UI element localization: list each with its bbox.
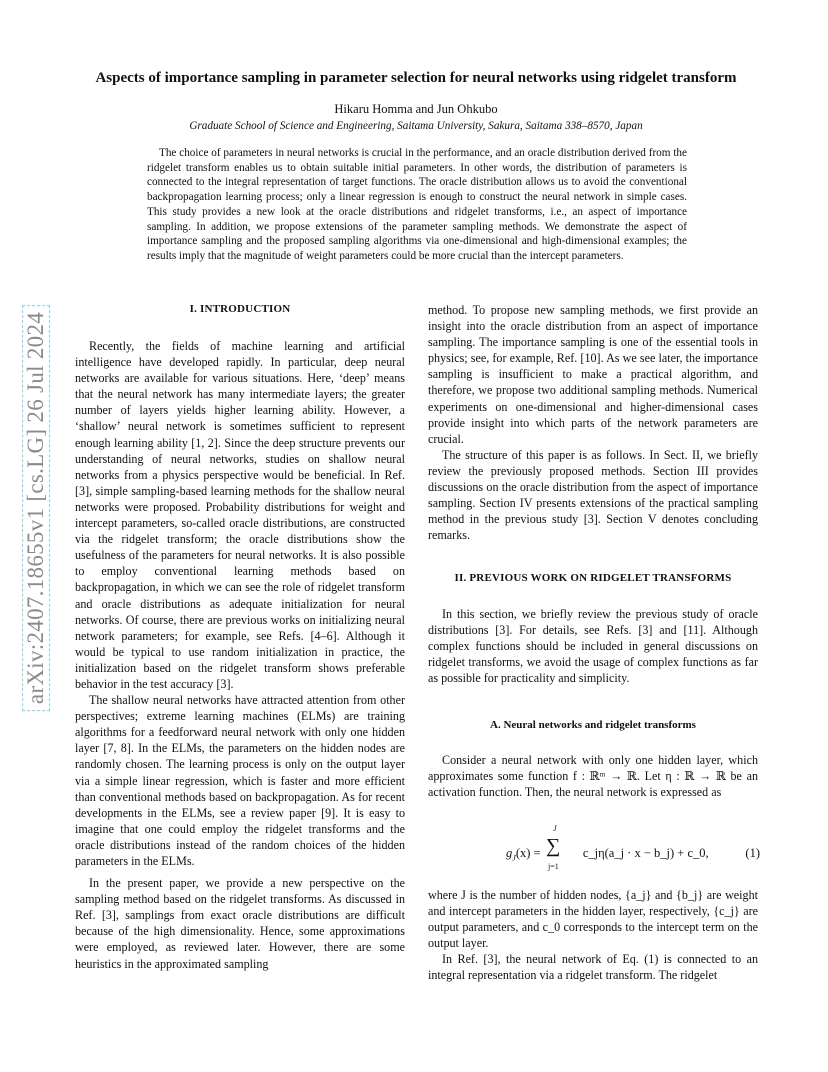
subsection-paragraph-3: In Ref. [3], the neural network of Eq. (1) is connected to an integral representation via a ridgelet transform. The ridgelet	[428, 952, 758, 983]
sum-lower-limit: j=1	[548, 862, 559, 871]
intro-paragraph-3: In the present paper, we provide a new perspective on the sampling method based on the ridgelet transforms. As discussed in Ref. [3], samplings from exact oracle distributions are difficult because of the high dimensionality. Hence, some approximations were employed, as reviewed later. However, there are some heuristics in the approximated sampling	[75, 876, 405, 971]
section2-intro	[428, 606, 758, 686]
subsection-paragraphs-wrap	[428, 887, 758, 984]
equation-1	[428, 824, 760, 874]
intro-column-right	[428, 302, 758, 543]
section-heading-previous-work: II. PREVIOUS WORK ON RIDGELET TRANSFORMS	[454, 572, 732, 584]
equation-lhs-arg: (x) =	[515, 846, 541, 860]
subsection-paragraph-1: Consider a neural network with only one hidden layer, which approximates some function f : ℝᵐ → ℝ. Let η : ℝ → ℝ be an activation function. Then, the neural network is expressed as	[428, 753, 758, 800]
equation-body	[506, 846, 709, 863]
arxiv-stamp	[22, 268, 50, 748]
arxiv-id: arXiv:2407.18655v1 [cs.LG] 26 Jul 2024	[22, 305, 50, 711]
sum-upper-limit: J	[553, 824, 557, 833]
authors: Hikaru Homma and Jun Ohkubo	[334, 102, 498, 116]
intro-paragraph-3-continued: method. To propose new sampling methods, we first provide an insight into the oracle distribution from an aspect of importance sampling. The importance sampling is one of the essential tools in physics; see, for example, Ref. [10]. As we see later, the importance sampling is insufficient to make a practical algorithm, and therefore, we propose two additional sampling methods. Numerical experiments on one-dimensional and higher-dimensional cases provide insight into which parts of the network parameters are crucial.	[428, 303, 758, 446]
equation-lhs-sub: J	[512, 853, 516, 863]
summation-symbol: ∑	[546, 835, 561, 857]
affiliation: Graduate School of Science and Engineering, Saitama University, Sakura, Saitama 338–8570, Japan	[189, 120, 643, 132]
intro-paragraph-2: The shallow neural networks have attracted attention from other perspectives; extreme learning machines (ELMs) are training algorithms for a feedforward neural network with only one hidden layer [7, 8]. In the ELMs, the parameters on the hidden nodes are randomly chosen. The learning process is only on the output layer via a simple linear regression, which is faster and more efficient than conventional methods based on backpropagation. As for recent developments in the ELMs, see a review paper [9]. It is easy to imagine that one could employ the ridgelet transforms and the oracle distributions instead of the random choices of the hidden parameters in the ELMs.	[75, 693, 405, 868]
section2-paragraph-1: In this section, we briefly review the previous study of oracle distributions [3]. For details, see Refs. [3] and [11]. Although complex functions should be included in general discussions on ridgelet transforms, we avoid the usage of complex functions as far as possible for practicality and simplicity.	[428, 607, 758, 686]
subsection-paragraph-1-wrap	[428, 752, 758, 800]
intro-paragraph-1: Recently, the fields of machine learning and artificial intelligence have developed rapidly. In particular, deep neural networks are available for various situations. Here, ‘deep’ means that the neural network has many intermediate layers; the greater number of layers yields higher learning ability. However, a ‘shallow’ neural network is sometimes sufficient to represent enough learning ability [1, 2]. Since the deep structure prevents our understanding of neural networks, studies on shallow neural networks from a physics perspective would be beneficial. In Ref. [3], simple sampling-based learning methods for the shallow neural networks were proposed. Probability distributions for weight and intercept parameters, so-called oracle distributions, are constructed via the ridgelet transform; the oracle distributions show the usefulness of the parameters for neural networks. It is also possible to employ conventional learning methods based on backpropagation, in which we can see the role of ridgelet transform and oracle distributions as adequate initialization for neural networks. Of course, there are previous works on initializing neural network parameters; for example, see Refs. [4–6]. Although it would be typical to use random initialization in practice, the initialization based on the ridgelet transform shows preferable behavior in the test accuracy [3].	[75, 339, 405, 691]
intro-column-left	[75, 338, 405, 972]
paper-title: Aspects of importance sampling in parameter selection for neural networks using ridgelet transform	[95, 70, 737, 86]
subsection-heading-neural-networks: A. Neural networks and ridgelet transforms	[490, 719, 696, 731]
equation-number: (1)	[745, 846, 760, 860]
abstract: The choice of parameters in neural networks is crucial in the performance, and an oracle distribution derived from the ridgelet transform enables us to obtain suitable initial parameters. In other words, the distribution of parameters is connected to the integral representation of target functions. The oracle distribution allows us to avoid the conventional backpropagation learning process; only a linear regression is enough to construct the neural network in simple cases. This study provides a new look at the oracle distributions and ridgelet transforms, i.e., an aspect of importance sampling. In addition, we propose extensions of the parameter sampling methods. We demonstrate the aspect of importance sampling and the proposed sampling algorithms via one-dimensional and high-dimensional examples; the results imply that the magnitude of weight parameters could be more crucial than the intercept parameters.	[147, 147, 687, 262]
intro-paragraph-4: The structure of this paper is as follows. In Sect. II, we briefly review the previously proposed methods. Section III provides discussions on the oracle distribution from the aspect of importance sampling. Section IV presents extensions of the practical sampling method in the previous study [3]. Section V denotes concluding remarks.	[428, 447, 758, 543]
section-heading-introduction: I. INTRODUCTION	[189, 303, 291, 315]
equation-rhs: c_jη(a_j · x − b_j) + c_0,	[582, 846, 709, 860]
subsection-paragraph-2: where J is the number of hidden nodes, {a_j} and {b_j} are weight and intercept parameters in the hidden layer, respectively, {c_j} are output parameters, and c_0 corresponds to the intercept term on the output layer.	[428, 888, 758, 951]
equation-lhs: g	[506, 846, 513, 860]
